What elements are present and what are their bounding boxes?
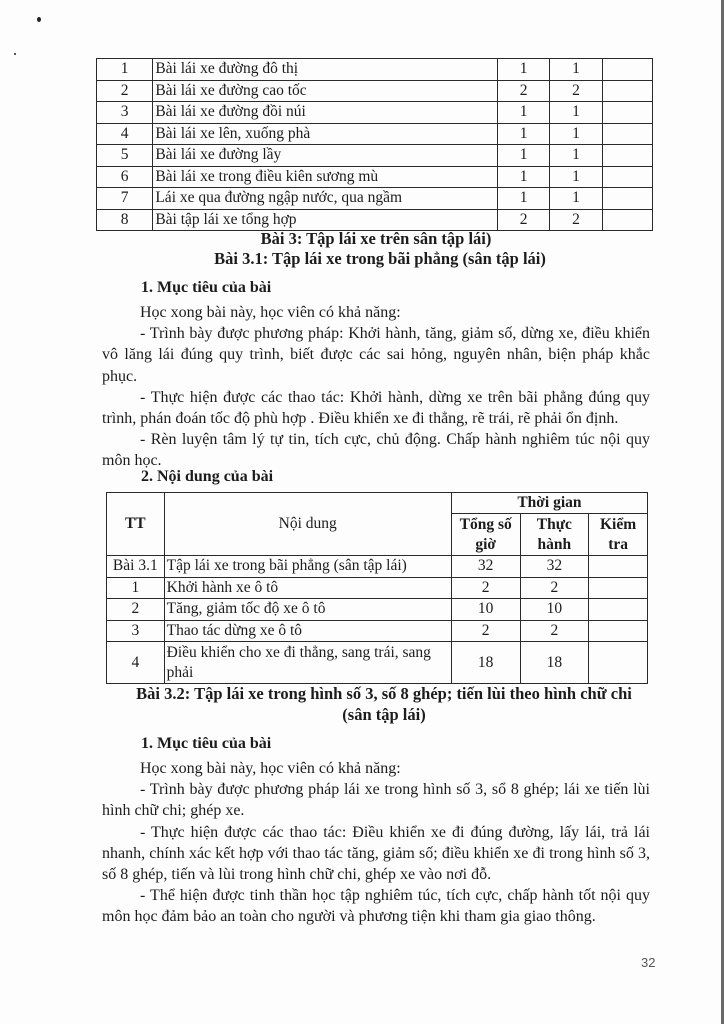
lesson3-1-content-heading: 2. Nội dung của bài <box>141 468 274 485</box>
scan-speck <box>37 17 41 22</box>
row-test-hours <box>602 166 652 188</box>
header-tt: TT <box>107 493 165 556</box>
row-practice-hours: 1 <box>550 145 602 167</box>
row-test-hours <box>589 620 648 642</box>
row-number: 1 <box>97 59 153 81</box>
lesson3-2-title-line1: Bài 3.2: Tập lái xe trong hình số 3, số 8 ghép; tiến lùi theo hình chữ chi <box>136 684 632 703</box>
row-test-hours <box>602 209 652 231</box>
row-number: Bài 3.1 <box>107 556 165 578</box>
row-test-hours <box>602 59 652 81</box>
table-row <box>107 577 648 599</box>
scan-speck <box>14 53 16 55</box>
row-practice-hours: 1 <box>550 166 602 188</box>
table-row <box>97 80 653 102</box>
paragraph: - Thực hiện được các thao tác: Khởi hành, dừng xe trên bãi phẳng đúng quy trình, phán đoán tốc độ phù hợp . Điều khiển xe đi thẳng, rẽ trái, rẽ phải ổn định. <box>102 388 650 428</box>
header-total-hours: Tổng số giờ <box>451 514 520 556</box>
table-row <box>107 620 648 642</box>
row-number: 5 <box>97 145 153 167</box>
row-total-hours: 1 <box>497 102 549 124</box>
lesson3-1-objectives-text <box>102 302 650 472</box>
header-practice: Thực hành <box>520 514 589 556</box>
paragraph: - Thể hiện được tinh thần học tập nghiêm túc, tích cực, chấp hành tốt nội quy môn học đảm bảo an toàn cho người và phương tiện khi tham gia giao thông. <box>102 887 650 926</box>
row-content: Tập lái xe trong bãi phẳng (sân tập lái) <box>164 556 451 578</box>
row-total-hours: 1 <box>497 188 549 210</box>
table-row <box>97 188 653 210</box>
row-number: 4 <box>97 123 153 145</box>
row-total-hours: 2 <box>497 80 549 102</box>
row-total-hours: 2 <box>497 209 549 231</box>
paragraph: Học xong bài này, học viên có khả năng: <box>140 304 401 321</box>
row-total-hours: 2 <box>451 577 520 599</box>
row-test-hours <box>589 599 648 621</box>
row-total-hours: 1 <box>497 59 549 81</box>
table-row <box>97 145 653 167</box>
lesson3-1-objectives-heading: 1. Mục tiêu của bài <box>141 279 272 296</box>
row-test-hours <box>602 145 652 167</box>
row-number: 4 <box>107 642 165 684</box>
table-row <box>97 102 653 124</box>
header-time: Thời gian <box>451 493 647 514</box>
table-row <box>107 556 648 578</box>
row-content: Điều khiển cho xe đi thẳng, sang trái, sang phải <box>164 642 451 684</box>
row-number: 2 <box>107 599 165 621</box>
row-total-hours: 2 <box>451 620 520 642</box>
header-content: Nội dung <box>164 493 451 556</box>
lesson3-1-title: Bài 3.1: Tập lái xe trong bãi phẳng (sân tập lái) <box>214 249 546 268</box>
row-content: Tăng, giảm tốc độ xe ô tô <box>164 599 451 621</box>
row-content: Bài lái xe lên, xuống phà <box>153 123 498 145</box>
table-row <box>97 59 653 81</box>
row-number: 6 <box>97 166 153 188</box>
row-number: 3 <box>97 102 153 124</box>
row-total-hours: 1 <box>497 145 549 167</box>
lesson3-2-objectives-text <box>102 758 650 928</box>
row-practice-hours: 1 <box>550 59 602 81</box>
row-total-hours: 32 <box>451 556 520 578</box>
table-row <box>107 599 648 621</box>
row-practice-hours: 2 <box>550 209 602 231</box>
row-content: Bài tập lái xe tổng hợp <box>153 209 498 231</box>
paragraph: - Rèn luyện tâm lý tự tin, tích cực, chủ động. Chấp hành nghiêm túc nội quy môn học. <box>102 431 650 470</box>
row-content: Bài lái xe đường đô thị <box>153 59 498 81</box>
page-number: 32 <box>641 955 656 970</box>
row-practice-hours: 18 <box>520 642 589 684</box>
row-test-hours <box>602 102 652 124</box>
table-row <box>97 209 653 231</box>
row-test-hours <box>589 642 648 684</box>
row-practice-hours: 32 <box>520 556 589 578</box>
row-total-hours: 18 <box>451 642 520 684</box>
row-content: Bài lái xe đường lầy <box>153 145 498 167</box>
row-practice-hours: 1 <box>550 188 602 210</box>
row-test-hours <box>589 577 648 599</box>
row-practice-hours: 10 <box>520 599 589 621</box>
row-practice-hours: 2 <box>550 80 602 102</box>
row-test-hours <box>589 556 648 578</box>
row-practice-hours: 2 <box>520 577 589 599</box>
row-total-hours: 10 <box>451 599 520 621</box>
table-row <box>97 166 653 188</box>
lesson3-2-objectives-heading: 1. Mục tiêu của bài <box>141 735 272 752</box>
row-content: Bài lái xe đường đồi núi <box>153 102 498 124</box>
paragraph: Học xong bài này, học viên có khả năng: <box>140 760 401 777</box>
table-row <box>97 123 653 145</box>
paragraph: - Trình bày được phương pháp lái xe trong hình số 3, sổ 8 ghép; lái xe tiến lùi hình chữ chi; ghép xe. <box>102 781 650 820</box>
row-test-hours <box>602 188 652 210</box>
lesson-list-table <box>96 58 653 231</box>
lesson3-2-title-line2: (sân tập lái) <box>342 705 426 724</box>
row-total-hours: 1 <box>497 123 549 145</box>
row-number: 3 <box>107 620 165 642</box>
row-total-hours: 1 <box>497 166 549 188</box>
row-practice-hours: 1 <box>550 123 602 145</box>
row-number: 1 <box>107 577 165 599</box>
row-number: 2 <box>97 80 153 102</box>
paragraph: - Thực hiện được các thao tác: Điều khiển xe đi đúng đường, lấy lái, trả lái nhanh, chính xác kết hợp với thao tác tăng, giảm số; điều khiển xe đi trong hình số 3, số 8 ghép, tiến và lùi trong hình chữ chi, ghép xe vào nơi đỗ. <box>102 823 650 884</box>
row-number: 8 <box>97 209 153 231</box>
paragraph: - Trình bày được phương pháp: Khởi hành, tăng, giảm số, dừng xe, điều khiển vô lăng lái đúng quy trình, biết được các sai hỏng, nguyên nhân, biện pháp khắc phục. <box>102 325 650 385</box>
row-test-hours <box>602 80 652 102</box>
row-content: Thao tác dừng xe ô tô <box>164 620 451 642</box>
row-number: 7 <box>97 188 153 210</box>
lesson3-title: Bài 3: Tập lái xe trên sân tập lái) <box>260 229 492 248</box>
lesson3-1-schedule-table <box>106 492 648 684</box>
row-practice-hours: 2 <box>520 620 589 642</box>
row-practice-hours: 1 <box>550 102 602 124</box>
row-content: Khởi hành xe ô tô <box>164 577 451 599</box>
row-content: Bài lái xe trong điều kiên sương mù <box>153 166 498 188</box>
header-test: Kiểm tra <box>589 514 648 556</box>
row-test-hours <box>602 123 652 145</box>
table-row <box>107 642 648 684</box>
row-content: Bài lái xe đường cao tốc <box>153 80 498 102</box>
row-content: Lái xe qua đường ngập nước, qua ngầm <box>153 188 498 210</box>
